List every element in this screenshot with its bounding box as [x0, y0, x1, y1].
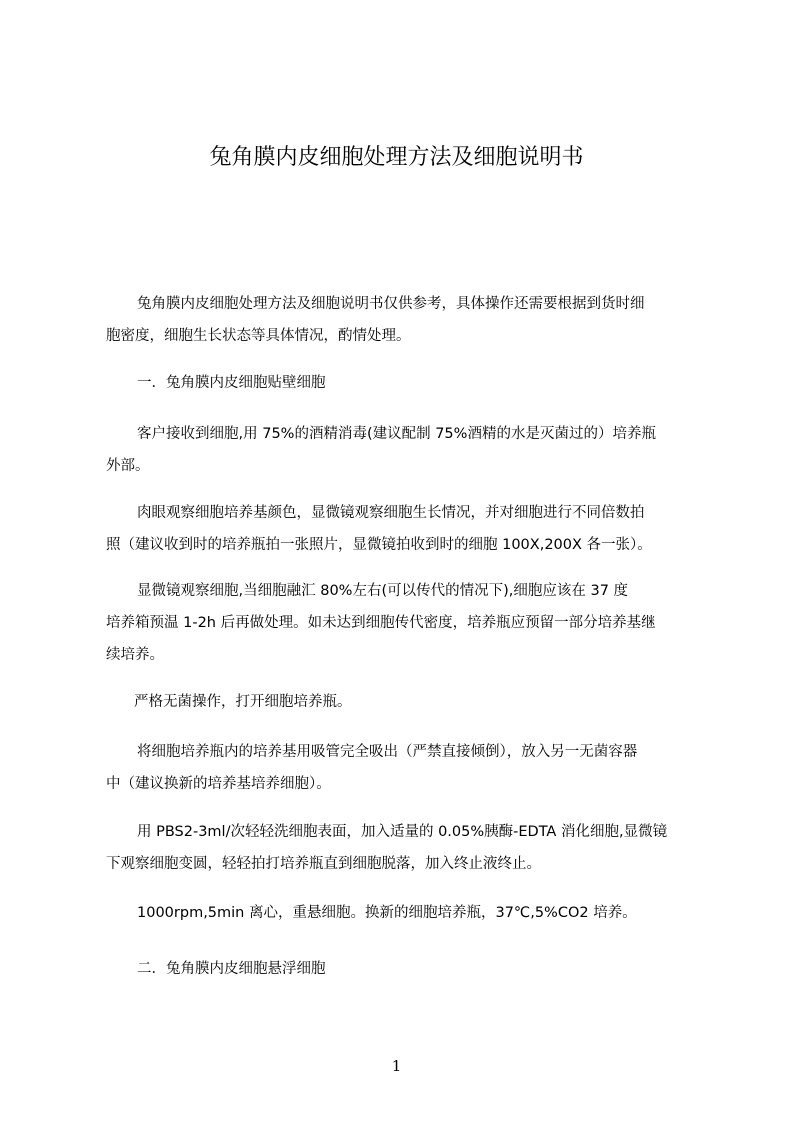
- paragraph-line: 胞密度，细胞生长状态等具体情况，酌情处理。: [106, 328, 411, 344]
- paragraph-line: 外部。: [106, 458, 150, 474]
- paragraph-line: 用 PBS2-3ml/次轻轻洗细胞表面，加入适量的 0.05%胰酶-EDTA 消化细胞,显微镜: [137, 824, 668, 840]
- paragraph-receive-cells: [106, 418, 704, 482]
- paragraph-line: 客户接收到细胞,用 75%的酒精消毒(建议配制 75%酒精的水是灭菌过的）培养瓶: [137, 426, 656, 442]
- paragraph-line: 兔角膜内皮细胞处理方法及细胞说明书仅供参考，具体操作还需要根据到货时细: [137, 296, 645, 312]
- paragraph-line: 严格无菌操作，打开细胞培养瓶。: [134, 694, 352, 710]
- paragraph-line: 培养箱预温 1-2h 后再做处理。如未达到细胞传代密度，培养瓶应预留一部分培养基继: [106, 615, 656, 631]
- paragraph-line: 下观察细胞变圆，轻轻拍打培养瓶直到细胞脱落，加入终止液终止。: [106, 856, 541, 872]
- section-heading-suspension: [106, 953, 704, 985]
- paragraph-line: 1000rpm,5min 离心，重悬细胞。换新的细胞培养瓶，37℃,5%CO2 培养。: [137, 905, 637, 921]
- paragraph-line: 续培养。: [106, 647, 164, 663]
- paragraph-line: 肉眼观察细胞培养基颜色，显微镜观察细胞生长情况，并对细胞进行不同倍数拍: [137, 505, 645, 521]
- section-heading: 二．兔角膜内皮细胞悬浮细胞: [137, 961, 326, 977]
- paragraph-line: 中（建议换新的培养基培养细胞）。: [106, 776, 331, 792]
- paragraph-line: 照（建议收到时的培养瓶拍一张照片，显微镜拍收到时的细胞 100X,200X 各一张）。: [106, 537, 652, 553]
- paragraph-remove-medium: [106, 736, 704, 800]
- paragraph-line: 显微镜观察细胞,当细胞融汇 80%左右(可以传代的情况下),细胞应该在 37 度: [137, 583, 629, 599]
- section-heading: 一．兔角膜内皮细胞贴壁细胞: [137, 375, 326, 391]
- paragraph-line: 将细胞培养瓶内的培养基用吸管完全吸出（严禁直接倾倒），放入另一无菌容器: [137, 744, 638, 760]
- paragraph-confluence: [106, 575, 704, 671]
- section-heading-adherent: [106, 367, 704, 399]
- document-title: 兔角膜内皮细胞处理方法及细胞说明书: [209, 145, 584, 170]
- paragraph-observe-cells: [106, 497, 704, 561]
- paragraph-aseptic: [106, 686, 704, 718]
- paragraph-wash-digest: [106, 816, 704, 880]
- paragraph-intro: [106, 288, 704, 352]
- paragraph-centrifuge: [106, 897, 704, 929]
- page-number: 1: [391, 1057, 402, 1075]
